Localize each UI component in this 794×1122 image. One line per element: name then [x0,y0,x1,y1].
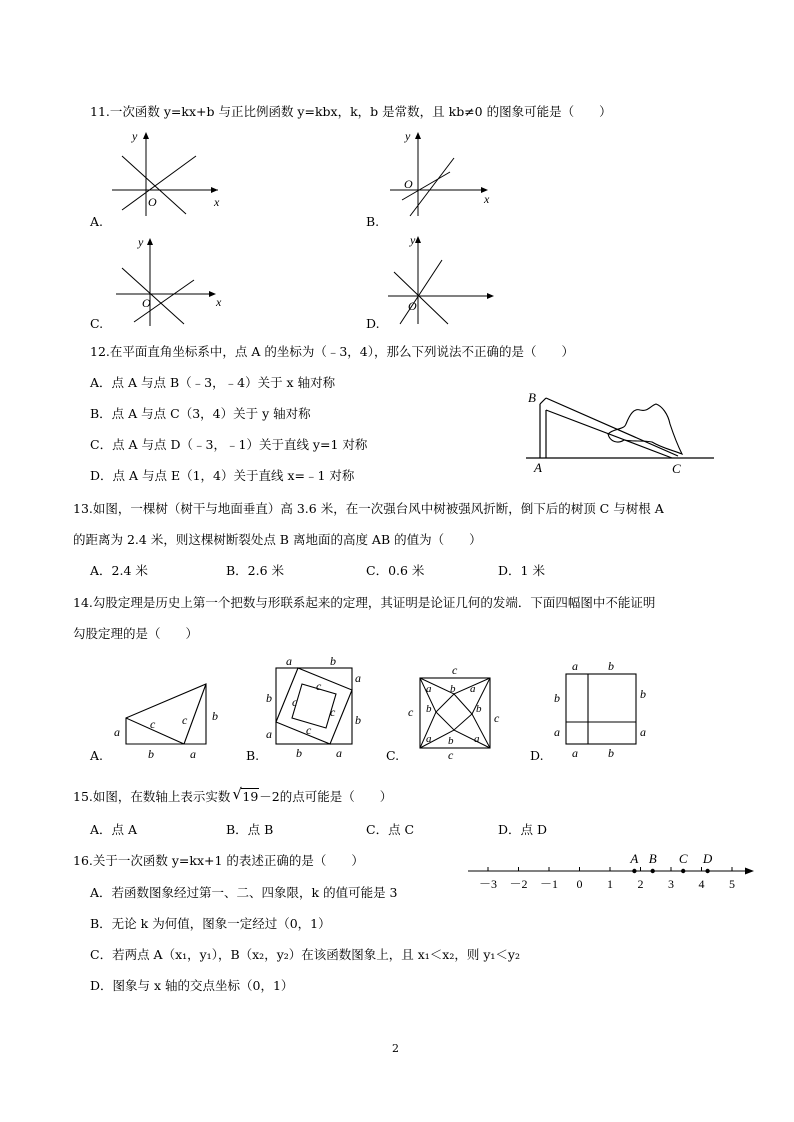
svg-text:a: a [336,746,342,760]
svg-text:c: c [494,711,500,725]
q13-option-b: B．2.6 米 [226,563,285,578]
page-number: 2 [392,1042,399,1055]
svg-text:b: b [148,747,154,761]
svg-text:O: O [408,299,417,313]
svg-text:a: a [474,733,480,745]
q11-graph-c [112,234,232,328]
svg-text:c: c [408,705,414,719]
q13-stem-line2: 的距离为 2.4 米，则这棵树断裂处点 B 离地面的高度 AB 的值为（ ） [73,532,482,547]
q11-option-b: B. [366,214,380,229]
number-line-tick-label: 4 [698,877,705,891]
label-c: C [672,461,681,476]
q16-option-d: D．图象与 x 轴的交点坐标（0，1） [90,978,294,993]
svg-text:a: a [114,725,120,739]
q14-option-a: A. [90,748,104,763]
q11-stem: 11.一次函数 y=kx+b 与正比例函数 y=kbx，k，b 是常数，且 kb≠0 的图象可能是（ ） [90,104,612,119]
number-line-point-a [632,869,636,873]
svg-text:b: b [355,713,361,727]
q11-graph-d [386,232,500,326]
number-line-tick-label: －3 [478,877,498,891]
svg-text:y: y [132,129,138,143]
q14-stem-line1: 14.勾股定理是历史上第一个把数与形联系起来的定理，其证明是论证几何的发端．下面四幅图中不能证明 [73,595,656,610]
svg-text:a: a [572,659,578,673]
number-line-point-d [705,869,709,873]
label-a: A [534,460,542,475]
sqrt-expression: √ 19 [232,785,259,804]
svg-text:x: x [216,295,222,309]
q14-stem-line2: 勾股定理的是（ ） [73,626,199,641]
svg-text:b: b [330,654,336,668]
svg-text:a: a [572,746,578,760]
label-b: B [528,390,536,405]
q12-option-b: B．点 A 与点 C（3，4）关于 y 轴对称 [90,406,311,421]
svg-text:c: c [150,717,156,731]
q13-stem-line1: 13.如图，一棵树（树干与地面垂直）高 3.6 米，在一次强台风中树被强风折断，倒下后的树顶 C 与树根 A [73,501,664,516]
number-line-point-b [651,869,655,873]
svg-text:a: a [190,747,196,761]
number-line-tick-label: 2 [637,877,644,891]
number-line-tick-label: 0 [576,877,583,891]
q13-option-a: A．2.4 米 [90,563,148,578]
svg-text:c: c [182,713,188,727]
svg-text:b: b [448,735,454,747]
q12-option-d: D．点 A 与点 E（1，4）关于直线 x=﹣1 对称 [90,468,355,483]
q14-option-c: C. [386,748,400,763]
svg-text:O: O [142,296,151,310]
svg-text:b: b [426,703,432,715]
svg-text:b: b [476,703,482,715]
svg-text:a: a [426,733,432,745]
svg-text:O: O [404,177,413,191]
svg-text:a: a [266,727,272,741]
q14-option-b: B. [246,748,260,763]
q11-graph-b [388,128,498,220]
svg-text:a: a [640,725,646,739]
svg-text:b: b [266,691,272,705]
pythagoras-figure-c [406,664,502,760]
number-line-point-label: C [678,851,688,866]
svg-text:a: a [470,683,476,695]
broken-tree-figure [522,384,718,476]
q11-option-a: A. [90,214,104,229]
q16-option-a: A．若函数图象经过第一、二、四象限，k 的值可能是 3 [90,885,398,900]
q15-option-d: D．点 D [498,822,548,837]
svg-text:x: x [214,195,220,209]
q15-stem: 15.如图，在数轴上表示实数 √ 19－2的点可能是（ ） [73,785,393,804]
number-line-tick-label: 1 [607,877,613,891]
svg-text:y: y [410,233,416,247]
q16-option-c: C．若两点 A（x₁，y₁），B（x₂，y₂）在该函数图象上，且 x₁＜x₂，则 y₁＜y₂ [90,947,520,962]
number-line-point-label: D [702,851,713,866]
q15-option-b: B．点 B [226,822,274,837]
svg-text:b: b [296,746,302,760]
q12-option-a: A．点 A 与点 B（﹣3，﹣4）关于 x 轴对称 [90,375,336,390]
svg-text:a: a [355,671,361,685]
svg-text:b: b [554,691,560,705]
svg-text:y: y [138,235,144,249]
svg-text:a: a [286,654,292,668]
number-line-tick-label: 5 [729,877,735,891]
q16-stem: 16.关于一次函数 y=kx+1 的表述正确的是（ ） [73,853,364,868]
number-line-tick-label: －1 [539,877,559,891]
svg-text:x: x [484,192,490,206]
svg-text:b: b [608,659,614,673]
q13-option-d: D．1 米 [498,563,545,578]
svg-text:a: a [426,683,432,695]
svg-text:c: c [292,695,298,709]
svg-text:b: b [450,683,456,695]
pythagoras-figure-d [550,656,654,760]
q11-option-c: C. [90,316,104,331]
q11-option-d: D. [366,316,380,331]
svg-text:c: c [448,748,454,760]
svg-text:c: c [316,679,322,693]
q12-option-c: C．点 A 与点 D（﹣3，﹣1）关于直线 y=1 对称 [90,437,368,452]
svg-text:c: c [306,723,312,737]
q14-option-d: D. [530,748,544,763]
svg-text:b: b [640,687,646,701]
number-line [462,850,758,896]
svg-text:b: b [608,746,614,760]
number-line-point-label: A [630,851,639,866]
number-line-point-label: B [648,851,657,866]
q12-stem: 12.在平面直角坐标系中，点 A 的坐标为（﹣3，4），那么下列说法不正确的是（ ） [90,344,575,359]
svg-text:c: c [452,664,458,677]
svg-text:y: y [405,129,411,143]
svg-text:O: O [148,195,157,209]
q15-option-a: A．点 A [90,822,138,837]
number-line-tick-label: －2 [509,877,528,891]
q11-graph-a [108,128,228,220]
q15-option-c: C．点 C [366,822,415,837]
q16-option-b: B．无论 k 为何值，图象一定经过（0，1） [90,916,331,931]
svg-text:b: b [212,709,218,723]
number-line-tick-label: 3 [668,877,674,891]
q13-option-c: C．0.6 米 [366,563,425,578]
svg-text:a: a [554,725,560,739]
pythagoras-figure-b [262,654,366,760]
svg-text:c: c [330,705,336,719]
number-line-point-c [681,869,685,873]
pythagoras-figure-a [108,680,228,762]
